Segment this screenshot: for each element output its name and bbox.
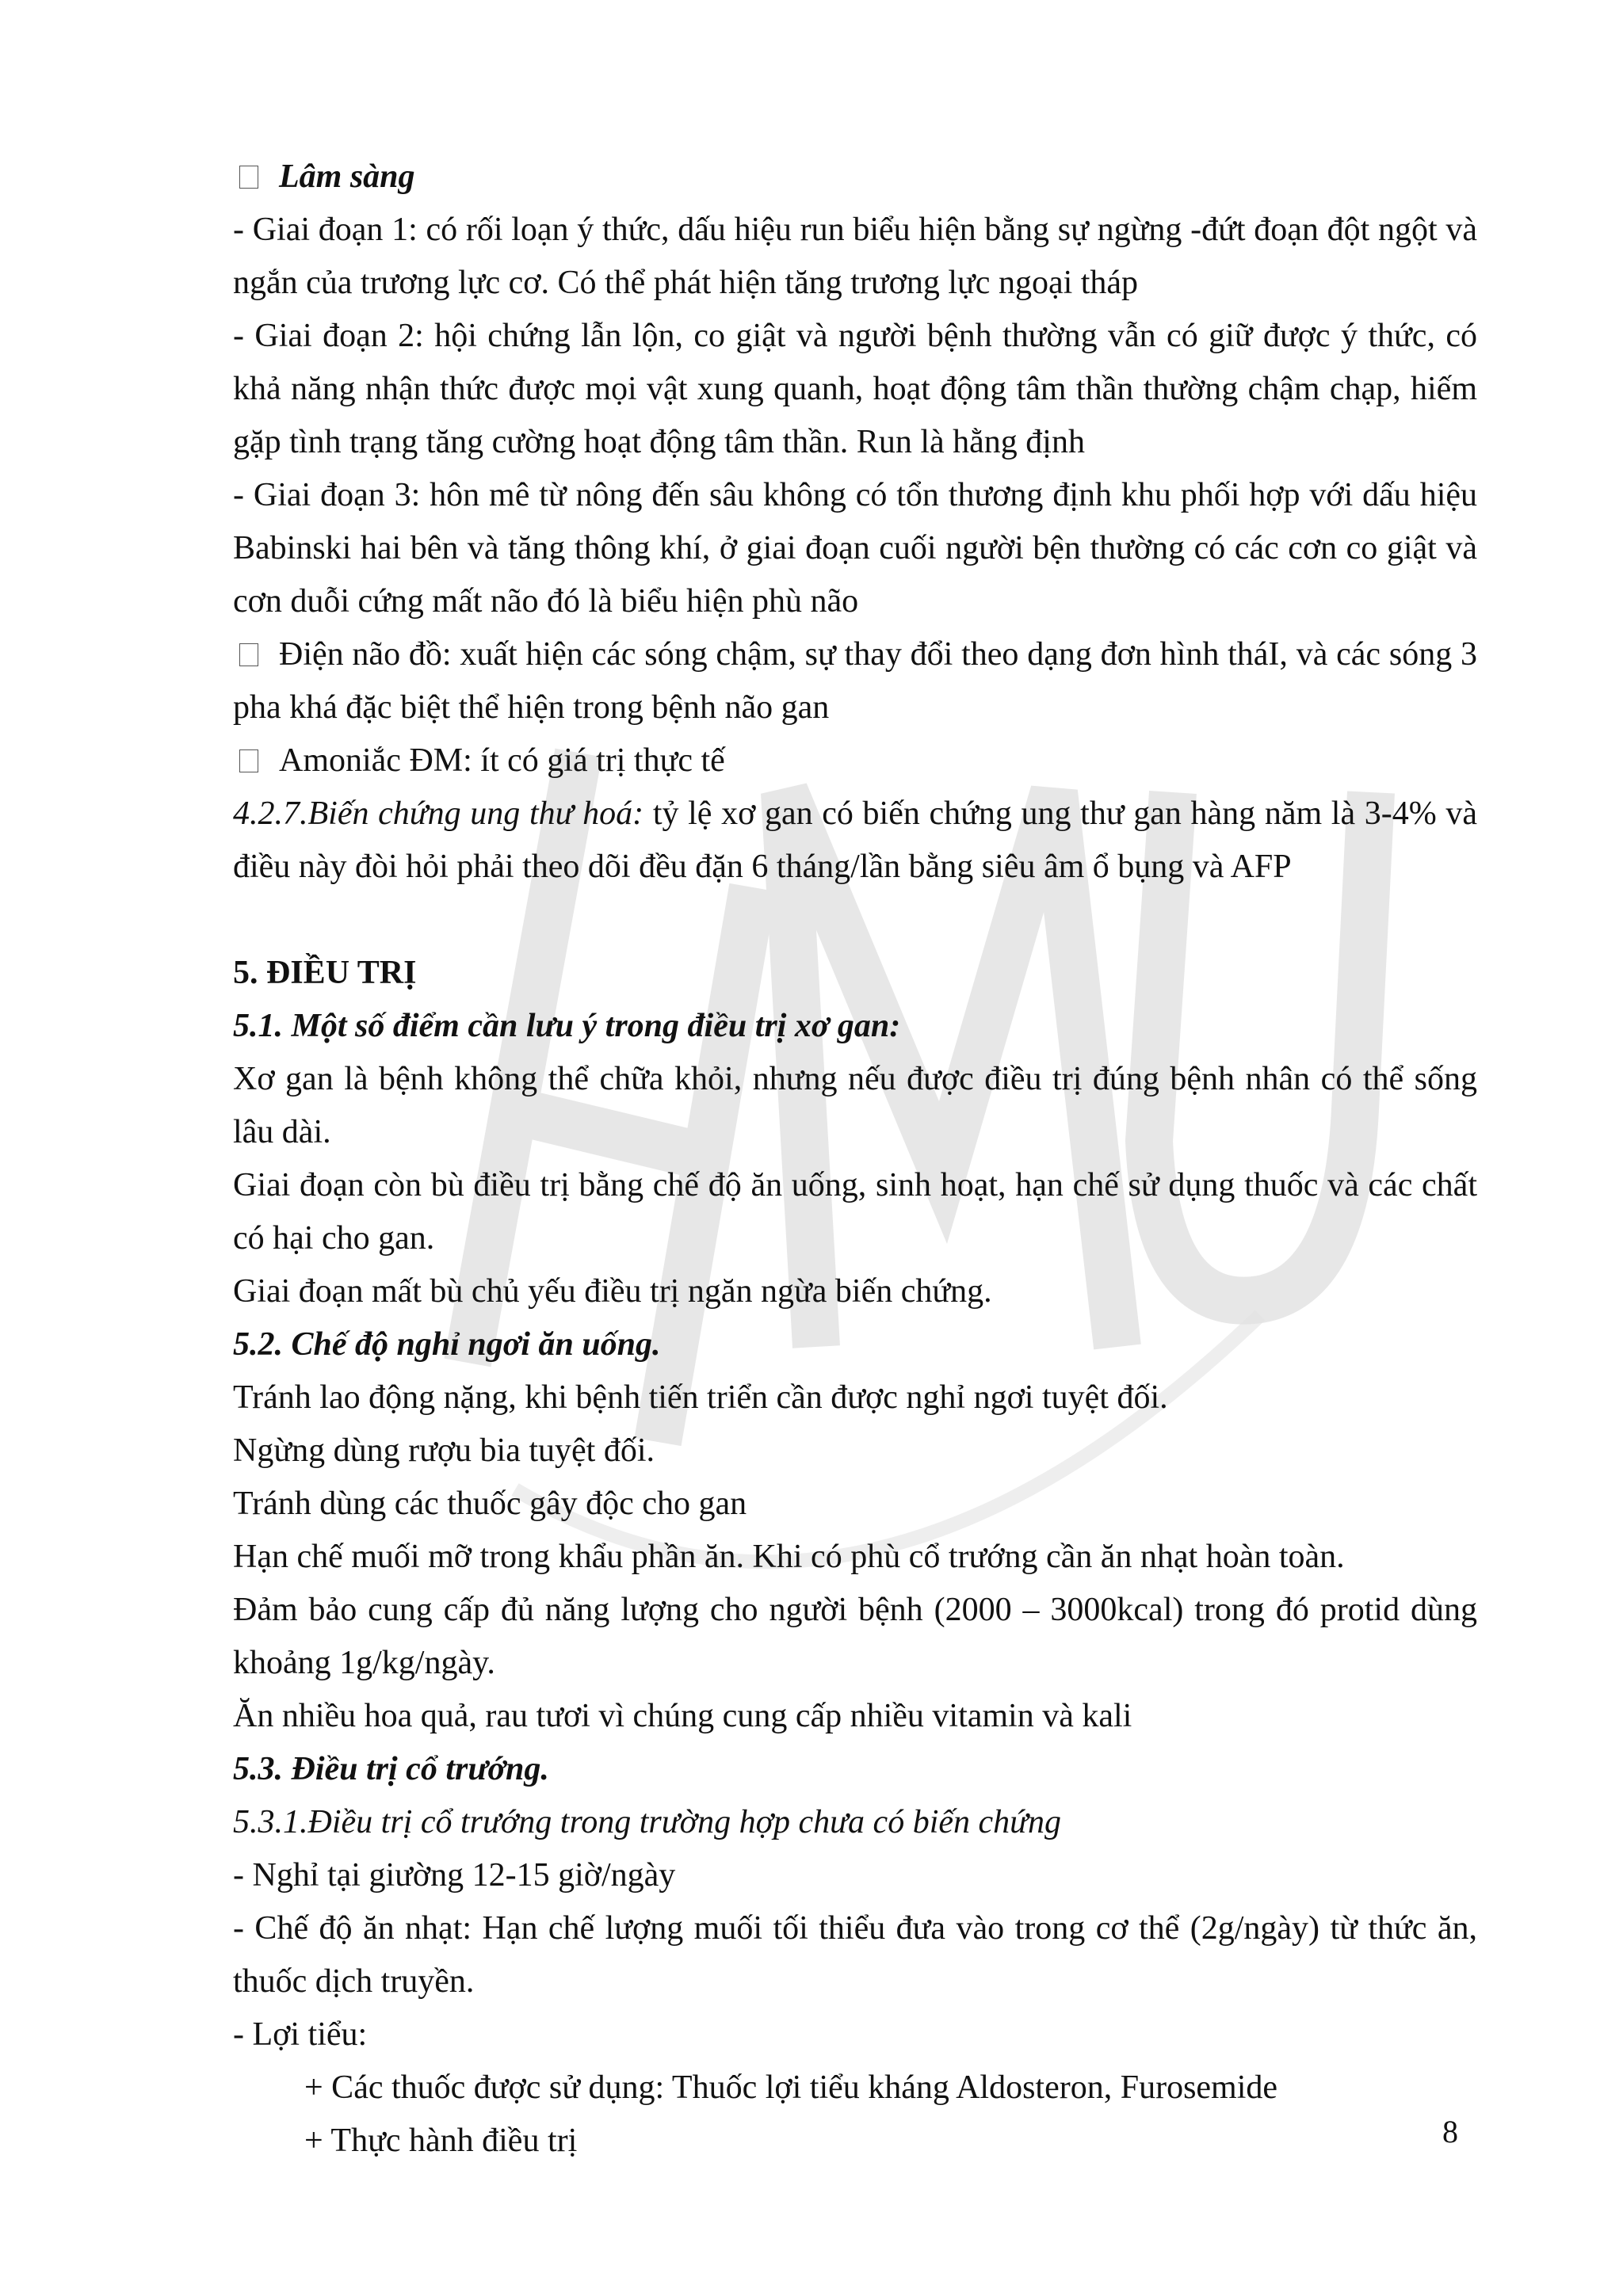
heading-5-1: 5.1. Một số điểm cần lưu ý trong điều trị xơ gan:: [233, 1008, 901, 1044]
paragraph-p8: Đảm bảo cung cấp đủ năng lượng cho người bệnh (2000 – 3000kcal) trong đó protid dùng khoảng 1g/kg/ngày.: [233, 1592, 1477, 1681]
bullet-box-icon: [239, 749, 258, 772]
document-page: [233, 151, 1477, 2168]
paragraph-p4: Tránh lao động nặng, khi bệnh tiến triển cần được nghỉ ngơi tuyệt đối.: [233, 1379, 1168, 1416]
paragraph-stage-1: - Giai đoạn 1: có rối loạn ý thức, dấu hiệu run biểu hiện bằng sự ngừng -đứt đoạn đột ngột và ngắn của trương lực cơ. Có thể phát hiện tăng trương lực ngoại tháp: [233, 212, 1477, 301]
section-clinical: [233, 151, 1477, 204]
paragraph-p7: Hạn chế muối mỡ trong khẩu phần ăn. Khi có phù cổ trướng cần ăn nhạt hoàn toàn.: [233, 1539, 1345, 1575]
heading-treatment: 5. ĐIỀU TRỊ: [233, 955, 417, 991]
cancer-label: 4.2.7.Biến chứng ung thư hoá:: [233, 795, 644, 832]
paragraph-stage-3: - Giai đoạn 3: hôn mê từ nông đến sâu không có tổn thương định khu phối hợp với dấu hiệu Babinski hai bên và tăng thông khí, ở giai đoạn cuối người bện thường có các cơn co giật và cơn duỗi cứng mất não đó là biểu hiện phù não: [233, 477, 1477, 620]
heading-5-3-1: 5.3.1.Điều trị cổ trướng trong trường hợp chưa có biến chứng: [233, 1804, 1062, 1840]
clinical-label: Lâm sàng: [279, 158, 415, 195]
paragraph-p13: + Các thuốc được sử dụng: Thuốc lợi tiểu kháng Aldosteron, Furosemide: [304, 2069, 1278, 2106]
eeg-text: Điện não đồ: xuất hiện các sóng chậm, sự thay đổi theo dạng đơn hình tháI, và các sóng 3 pha khá đặc biệt thể hiện trong bệnh não gan: [233, 636, 1477, 726]
paragraph-stage-2: - Giai đoạn 2: hội chứng lẫn lộn, co giật và người bệnh thường vẫn có giữ được ý thức, có khả năng nhận thức được mọi vật xung quanh, hoạt động tâm thần thường chậm chạp, hiếm gặp tình trạng tăng cường hoạt động tâm thần. Run là hằng định: [233, 318, 1477, 460]
bullet-box-icon: [239, 643, 258, 666]
paragraph-p10: - Nghỉ tại giường 12-15 giờ/ngày: [233, 1857, 676, 1894]
paragraph-p2: Giai đoạn còn bù điều trị bằng chế độ ăn uống, sinh hoạt, hạn chế sử dụng thuốc và các chất có hại cho gan.: [233, 1167, 1477, 1257]
paragraph-p1: Xơ gan là bệnh không thể chữa khỏi, nhưng nếu được điều trị đúng bệnh nhân có thể sống lâu dài.: [233, 1061, 1477, 1150]
paragraph-cancer: [233, 788, 1477, 894]
paragraph-p9: Ăn nhiều hoa quả, rau tươi vì chúng cung cấp nhiều vitamin và kali: [233, 1698, 1132, 1734]
paragraph-p5: Ngừng dùng rượu bia tuyệt đối.: [233, 1432, 655, 1469]
heading-5-2: 5.2. Chế độ nghỉ ngơi ăn uống.: [233, 1326, 661, 1363]
paragraph-p11: - Chế độ ăn nhạt: Hạn chế lượng muối tối thiểu đưa vào trong cơ thể (2g/ngày) từ thức ăn, thuốc dịch truyền.: [233, 1910, 1477, 2000]
paragraph-ammonia: [233, 734, 1477, 788]
ammonia-text: Amoniắc ĐM: ít có giá trị thực tế: [279, 742, 725, 779]
paragraph-eeg: [233, 628, 1477, 734]
heading-5-3: 5.3. Điều trị cổ trướng.: [233, 1751, 549, 1787]
paragraph-p6: Tránh dùng các thuốc gây độc cho gan: [233, 1486, 747, 1522]
cancer-text: tỷ lệ xơ gan có biến chứng ung thư gan hàng năm là 3-4% và điều này đòi hỏi phải theo dõi đều đặn 6 tháng/lần bằng siêu âm ổ bụng và AFP: [233, 795, 1478, 885]
paragraph-p14: + Thực hành điều trị: [304, 2122, 578, 2159]
paragraph-p3: Giai đoạn mất bù chủ yếu điều trị ngăn ngừa biến chứng.: [233, 1273, 992, 1310]
bullet-box-icon: [239, 166, 258, 189]
page-number: 8: [1442, 2114, 1458, 2149]
paragraph-p12: - Lợi tiểu:: [233, 2016, 368, 2053]
